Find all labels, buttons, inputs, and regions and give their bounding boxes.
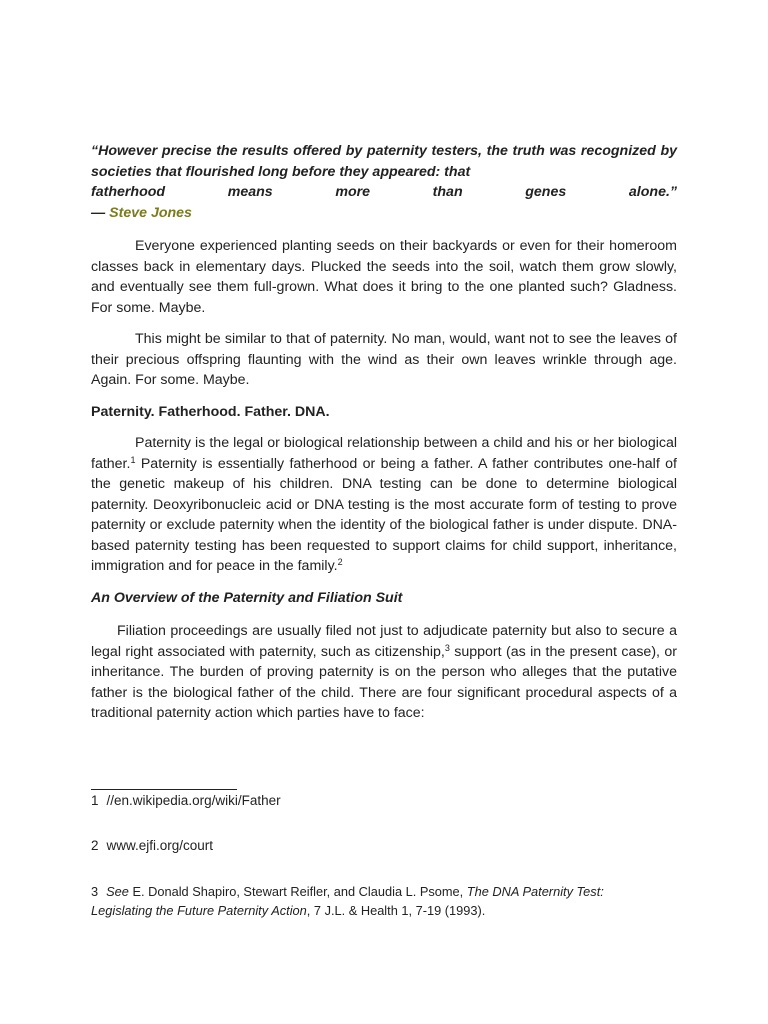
footnote-separator — [91, 789, 237, 790]
footnote-link[interactable]: www.ejfi.org/court — [106, 838, 214, 853]
filiation-text: Filiation proceedings are usually filed not just to adjudicate paternity but also to secure a legal right associated with paternity, such as citizenship, — [91, 623, 677, 660]
quote-attribution — [91, 203, 677, 224]
footnote-signal: See — [106, 884, 129, 899]
paragraph-filiation — [91, 621, 677, 724]
footnote-2 — [91, 836, 651, 855]
footnote-number: 3 — [91, 884, 99, 899]
section-heading-paternity: Paternity. Fatherhood. Father. DNA. — [91, 403, 330, 420]
quote-text: “However precise the results offered by paternity testers, the truth was recognized by societies that flourished long before they appeared: that — [91, 143, 677, 180]
paragraph-seeds: Everyone experienced planting seeds on their backyards or even for their homeroom classes back in elementary days. Plucked the seeds into the soil, watch them grow slowly, and eventually see them full-grown. What does it bring to the one planted such? Gladness. For some. Maybe. — [91, 238, 677, 316]
footnote-3 — [91, 882, 651, 920]
filiation-text-cont: support (as in the present case), or inheritance. The burden of proving paternity is on the person who alleges that the putative father is the biological father of the child. There are four significant procedural aspects of a traditional paternity action which parties have to face: — [91, 643, 677, 721]
quote-text-last-line: fatherhood means more than genes alone.” — [91, 184, 677, 200]
document-body — [91, 141, 677, 735]
footnote-number: 1 — [91, 793, 99, 808]
footnote-ref-1[interactable]: 1 — [130, 454, 136, 465]
footnote-ref-2[interactable]: 2 — [337, 557, 343, 567]
footnote-authors: E. Donald Shapiro, Stewart Reifler, and Claudia L. Psome, — [128, 884, 467, 899]
paragraph-paternity-definition — [91, 433, 677, 577]
footnote-article-title: The DNA Paternity Test: Legislating the Future Paternity Action — [91, 884, 604, 918]
section-heading-overview: An Overview of the Paternity and Filiation Suit — [91, 589, 403, 606]
footnote-number: 2 — [91, 838, 99, 853]
paternity-definition-text: Paternity is the legal or biological relationship between a child and his or her biological father. — [91, 435, 677, 472]
footnote-link[interactable]: //en.wikipedia.org/wiki/Father — [106, 793, 281, 808]
footnote-citation: , 7 J.L. & Health 1, 7-19 (1993). — [306, 903, 486, 918]
paternity-definition-text-cont: Paternity is essentially fatherhood or being a father. A father contributes one-half of the genetic makeup of his children. DNA testing can be done to determine biological paternity. Deoxyribonucleic acid or DNA testing is the most accurate form of testing to prove paternity or exclude paternity when the identity of the biological father is under dispute. DNA-based paternity testing has been requested to support claims for child support, inheritance, immigration and for peace in the family. — [91, 455, 677, 574]
footnote-1 — [91, 791, 651, 810]
quote-author: Steve Jones — [109, 204, 192, 221]
paragraph-paternity-similarity: This might be similar to that of paternity. No man, would, want not to see the leaves of their precious offspring flaunting with the wind as their own leaves wrinkle through age. Again. For some. Maybe. — [91, 331, 677, 388]
epigraph-quote — [91, 141, 677, 203]
attribution-dash: — — [91, 204, 110, 221]
footnote-ref-3[interactable]: 3 — [444, 642, 450, 653]
